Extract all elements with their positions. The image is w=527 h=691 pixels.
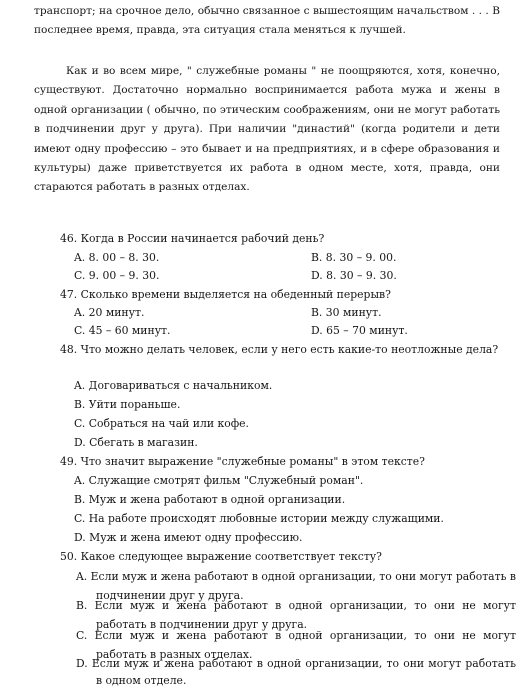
question-48-option-d: D. Сбегать в магазин. [74, 436, 198, 449]
question-49-option-a: A. Служащие смотрят фильм "Служебный роман". [74, 474, 364, 487]
question-48-option-a: A. Договариваться с начальником. [74, 379, 273, 392]
question-50-option-d: D. Если муж и жена работают в одной организации, то они могут работать в одном отделе. [76, 657, 516, 687]
passage-paragraph-1: транспорт; на срочное дело, обычно связанное с вышестоящим начальством . . . В последнее время, правда, эта ситуация стала меняться к лучшей. [34, 5, 500, 37]
question-48-text: 48. Что можно делать человек, если у него есть какие-то неотложные дела? [60, 343, 499, 356]
question-47-option-c: C. 45 – 60 минут. [74, 324, 171, 337]
question-46-text: 46. Когда в России начинается рабочий день? [60, 232, 325, 245]
question-46-option-a: A. 8. 00 – 8. 30. [74, 251, 160, 264]
question-46-option-c: C. 9. 00 – 9. 30. [74, 269, 160, 282]
question-48-option-b: B. Уйти пораньше. [74, 398, 181, 411]
question-50-option-a: A. Если муж и жена работают в одной организации, то они могут работать в подчинении друг у друга. [76, 570, 516, 602]
passage-paragraph-2: Как и во всем мире, " служебные романы " не поощряются, хотя, конечно, существуют. Достаточно нормально воспринимается работа мужа и жены в одной организации ( обычно, по этическим соображениям, они не могут работать в подчинении друг у друга). При наличии "династий" (когда родители и дети имеют одну профессию – это бывает и на предприятиях, и в сфере образования и культуры) даже приветствуется их работа в одном месте, хотя, правда, они стараются работать в разных отделах. [34, 65, 500, 194]
question-50-option-b: B. Если муж и жена работают в одной организации, то они не могут работать в подчинении друг у друга. [76, 599, 516, 631]
question-46-option-b: B. 8. 30 – 9. 00. [311, 251, 397, 264]
question-50-option-c: C. Если муж и жена работают в одной организации, то они не могут работать в разных отделах. [76, 629, 516, 661]
question-47-option-b: B. 30 минут. [311, 306, 382, 319]
question-50-text: 50. Какое следующее выражение соответствует тексту? [60, 550, 382, 563]
question-49-option-c: C. На работе происходят любовные истории между служащими. [74, 512, 444, 525]
question-49-option-b: B. Муж и жена работают в одной организации. [74, 493, 346, 506]
question-49-option-d: D. Муж и жена имеют одну профессию. [74, 531, 303, 544]
question-46-option-d: D. 8. 30 – 9. 30. [311, 269, 397, 282]
question-49-text: 49. Что значит выражение "служебные романы" в этом тексте? [60, 455, 425, 468]
question-47-option-d: D. 65 – 70 минут. [311, 324, 408, 337]
question-47-option-a: A. 20 минут. [74, 306, 145, 319]
question-47-text: 47. Сколько времени выделяется на обеденный перерыв? [60, 288, 391, 301]
question-48-option-c: C. Собраться на чай или кофе. [74, 417, 249, 430]
